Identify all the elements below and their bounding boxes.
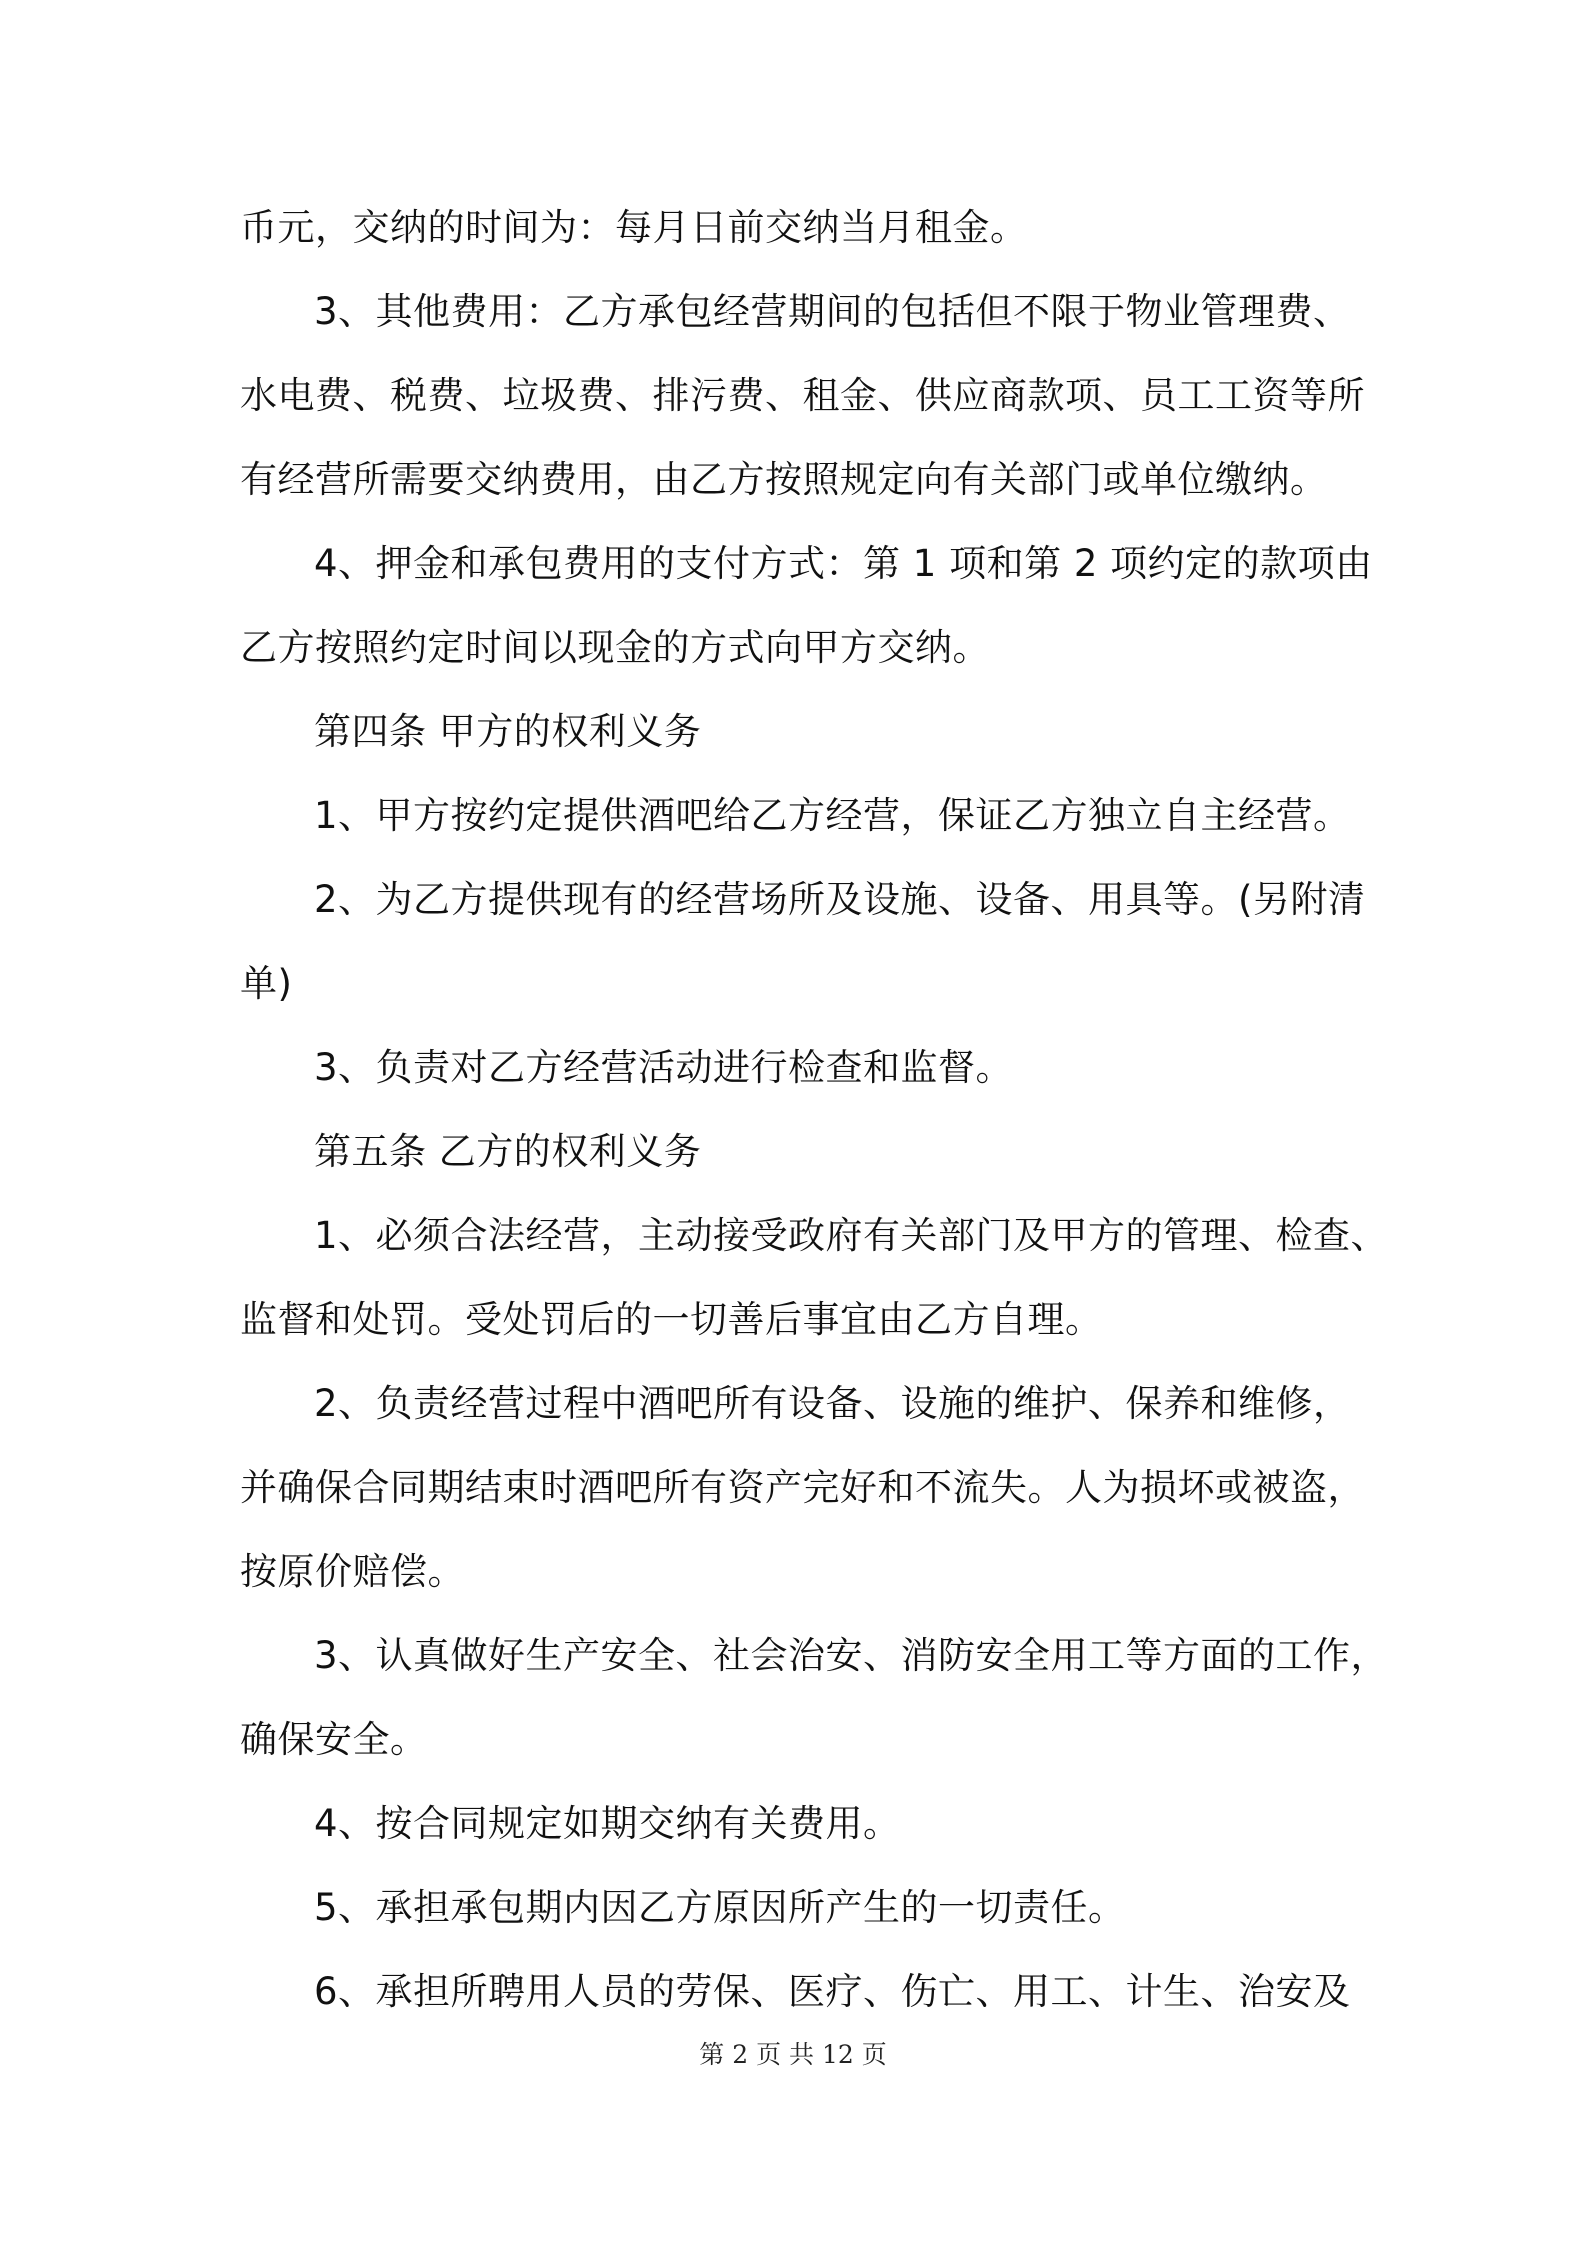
section-heading-5: 第五条 乙方的权利义务 bbox=[314, 1130, 702, 1173]
body-line-3: 水电费、税费、垃圾费、排污费、租金、供应商款项、员工工资等所 bbox=[240, 374, 1365, 417]
body-line-13: 1、必须合法经营，主动接受政府有关部门及甲方的管理、检查、 bbox=[314, 1214, 1389, 1257]
body-line-6: 乙方按照约定时间以现金的方式向甲方交纳。 bbox=[240, 626, 990, 669]
body-line-8: 1、甲方按约定提供酒吧给乙方经营，保证乙方独立自主经营。 bbox=[314, 794, 1351, 837]
body-line-9: 2、为乙方提供现有的经营场所及设施、设备、用具等。(另附清 bbox=[314, 878, 1366, 921]
body-line-22: 6、承担所聘用人员的劳保、医疗、伤亡、用工、计生、治安及 bbox=[314, 1970, 1351, 2013]
body-line-5: 4、押金和承包费用的支付方式：第 1 项和第 2 项约定的款项由 bbox=[314, 542, 1373, 585]
body-line-17: 按原价赔偿。 bbox=[240, 1550, 465, 1593]
body-line-4: 有经营所需要交纳费用，由乙方按照规定向有关部门或单位缴纳。 bbox=[240, 458, 1328, 501]
body-line-2: 3、其他费用：乙方承包经营期间的包括但不限于物业管理费、 bbox=[314, 290, 1351, 333]
body-line-21: 5、承担承包期内因乙方原因所产生的一切责任。 bbox=[314, 1886, 1126, 1929]
body-line-18: 3、认真做好生产安全、社会治安、消防安全用工等方面的工作， bbox=[314, 1634, 1389, 1677]
body-line-15: 2、负责经营过程中酒吧所有设备、设施的维护、保养和维修， bbox=[314, 1382, 1351, 1425]
body-line-20: 4、按合同规定如期交纳有关费用。 bbox=[314, 1802, 901, 1845]
body-line-11: 3、负责对乙方经营活动进行检查和监督。 bbox=[314, 1046, 1014, 1089]
body-line-14: 监督和处罚。受处罚后的一切善后事宜由乙方自理。 bbox=[240, 1298, 1103, 1341]
body-line-19: 确保安全。 bbox=[240, 1718, 428, 1761]
body-line-1: 币元，交纳的时间为：每月日前交纳当月租金。 bbox=[240, 206, 1028, 249]
body-line-16: 并确保合同期结束时酒吧所有资产完好和不流失。人为损坏或被盗， bbox=[240, 1466, 1365, 1509]
section-heading-4: 第四条 甲方的权利义务 bbox=[314, 710, 702, 753]
body-line-10: 单) bbox=[240, 962, 293, 1005]
page-number-footer: 第 2 页 共 12 页 bbox=[699, 2040, 887, 2069]
